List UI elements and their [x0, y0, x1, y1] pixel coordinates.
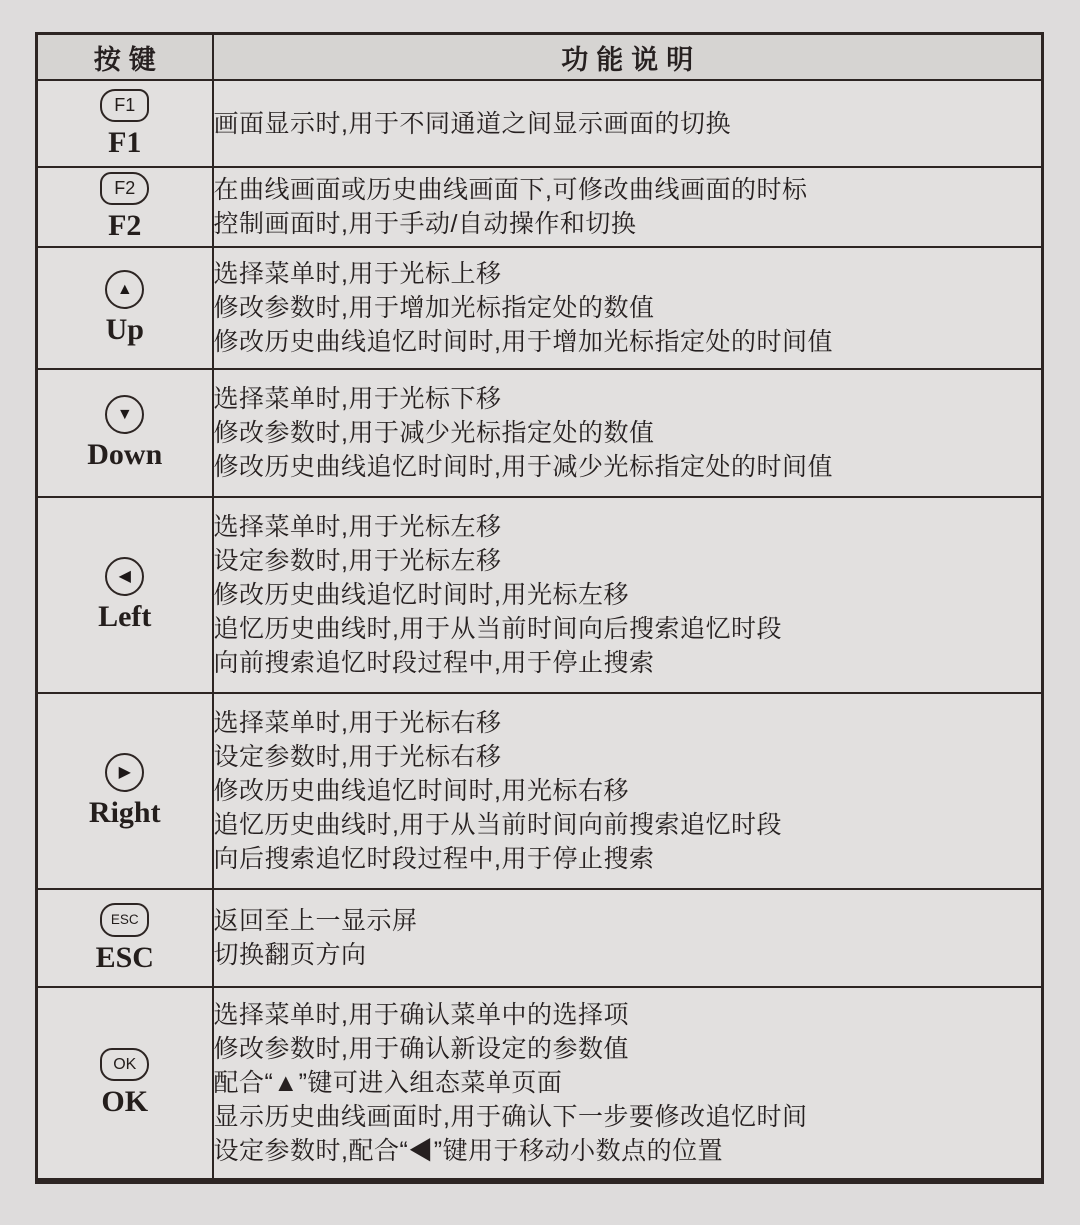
- table-row: [37, 369, 1043, 497]
- description-line: 画面显示时,用于不同通道之间显示画面的切换: [213, 109, 731, 138]
- description-line: 选择菜单时,用于光标左移: [213, 513, 502, 541]
- function-description-cell-ok: [213, 987, 1043, 1181]
- description-line: 配合“▲”键可进入组态菜单页面: [213, 1069, 563, 1097]
- key-group-up: [38, 270, 212, 346]
- key-label-esc: ESC: [95, 940, 154, 974]
- key-cell-down: [37, 369, 213, 497]
- f2-keycap-icon: F2: [100, 172, 149, 205]
- description-line: 切换翻页方向: [213, 941, 367, 969]
- description-line: 追忆历史曲线时,用于从当前时间向后搜索追忆时段: [213, 615, 782, 643]
- table-row: [37, 889, 1043, 987]
- key-group-left: [38, 557, 212, 633]
- description-line: 修改参数时,用于确认新设定的参数值: [213, 1035, 629, 1063]
- key-group-right: [38, 753, 212, 829]
- key-cell-right: [37, 693, 213, 889]
- description-line: 设定参数时,用于光标右移: [213, 743, 502, 771]
- table-row: [37, 80, 1043, 167]
- description-line: 在曲线画面或历史曲线画面下,可修改曲线画面的时标: [213, 176, 808, 204]
- table-row: [37, 693, 1043, 889]
- key-group-esc: [38, 903, 212, 974]
- description-line: 选择菜单时,用于确认菜单中的选择项: [213, 1001, 629, 1029]
- key-group-f1: [38, 89, 212, 159]
- ok-keycap-icon: OK: [100, 1048, 149, 1081]
- left-arrow-key-icon: ◀: [105, 557, 144, 596]
- description-line: 设定参数时,用于光标左移: [213, 547, 502, 575]
- table-row: [37, 987, 1043, 1181]
- function-description-cell-f1: [213, 80, 1043, 167]
- table-row: [37, 247, 1043, 369]
- key-label-ok: OK: [101, 1085, 149, 1119]
- description-line: 追忆历史曲线时,用于从当前时间向前搜索追忆时段: [213, 811, 782, 839]
- key-cell-f1: [37, 80, 213, 167]
- key-cell-left: [37, 497, 213, 693]
- right-arrow-key-icon: ▶: [105, 753, 144, 792]
- description-line: 选择菜单时,用于光标下移: [213, 385, 502, 413]
- key-label-left: Left: [98, 600, 152, 634]
- description-line: 修改历史曲线追忆时间时,用于增加光标指定处的时间值: [213, 328, 833, 356]
- key-label-up: Up: [105, 313, 144, 347]
- column-header-key: 按键: [37, 34, 213, 81]
- key-cell-up: [37, 247, 213, 369]
- table-row: [37, 497, 1043, 693]
- description-line: 设定参数时,配合“◀”键用于移动小数点的位置: [213, 1137, 724, 1165]
- description-line: 修改历史曲线追忆时间时,用光标左移: [213, 581, 629, 609]
- description-line: 修改参数时,用于减少光标指定处的数值: [213, 419, 655, 447]
- description-line: 向后搜索追忆时段过程中,用于停止搜索: [213, 845, 655, 873]
- key-function-table: [35, 32, 1044, 1184]
- key-label-down: Down: [87, 438, 163, 472]
- function-description-cell-up: [213, 247, 1043, 369]
- key-label-f1: F1: [108, 125, 142, 159]
- function-description-cell-esc: [213, 889, 1043, 987]
- description-line: 选择菜单时,用于光标右移: [213, 709, 502, 737]
- table-header-row: [37, 34, 1043, 81]
- description-line: 显示历史曲线画面时,用于确认下一步要修改追忆时间: [213, 1103, 808, 1131]
- esc-keycap-icon: ESC: [100, 903, 149, 937]
- key-group-f2: [38, 172, 212, 242]
- key-group-ok: [38, 1048, 212, 1118]
- description-line: 修改历史曲线追忆时间时,用于减少光标指定处的时间值: [213, 453, 833, 481]
- table-row: [37, 167, 1043, 247]
- up-arrow-key-icon: ▲: [105, 270, 144, 309]
- key-cell-esc: [37, 889, 213, 987]
- key-label-right: Right: [88, 796, 161, 830]
- key-cell-ok: [37, 987, 213, 1181]
- key-cell-f2: [37, 167, 213, 247]
- table-body: [37, 80, 1043, 1181]
- description-line: 修改历史曲线追忆时间时,用光标右移: [213, 777, 629, 805]
- function-description-cell-right: [213, 693, 1043, 889]
- description-line: 返回至上一显示屏: [213, 907, 418, 935]
- function-description-cell-down: [213, 369, 1043, 497]
- function-description-cell-f2: [213, 167, 1043, 247]
- down-arrow-key-icon: ▼: [105, 395, 144, 434]
- description-line: 控制画面时,用于手动/自动操作和切换: [213, 210, 637, 238]
- function-description-cell-left: [213, 497, 1043, 693]
- description-line: 修改参数时,用于增加光标指定处的数值: [213, 294, 655, 322]
- description-line: 选择菜单时,用于光标上移: [213, 260, 502, 288]
- column-header-function: 功能说明: [213, 34, 1043, 81]
- key-label-f2: F2: [108, 209, 142, 243]
- f1-keycap-icon: F1: [100, 89, 149, 122]
- key-group-down: [38, 395, 212, 471]
- description-line: 向前搜索追忆时段过程中,用于停止搜索: [213, 649, 655, 677]
